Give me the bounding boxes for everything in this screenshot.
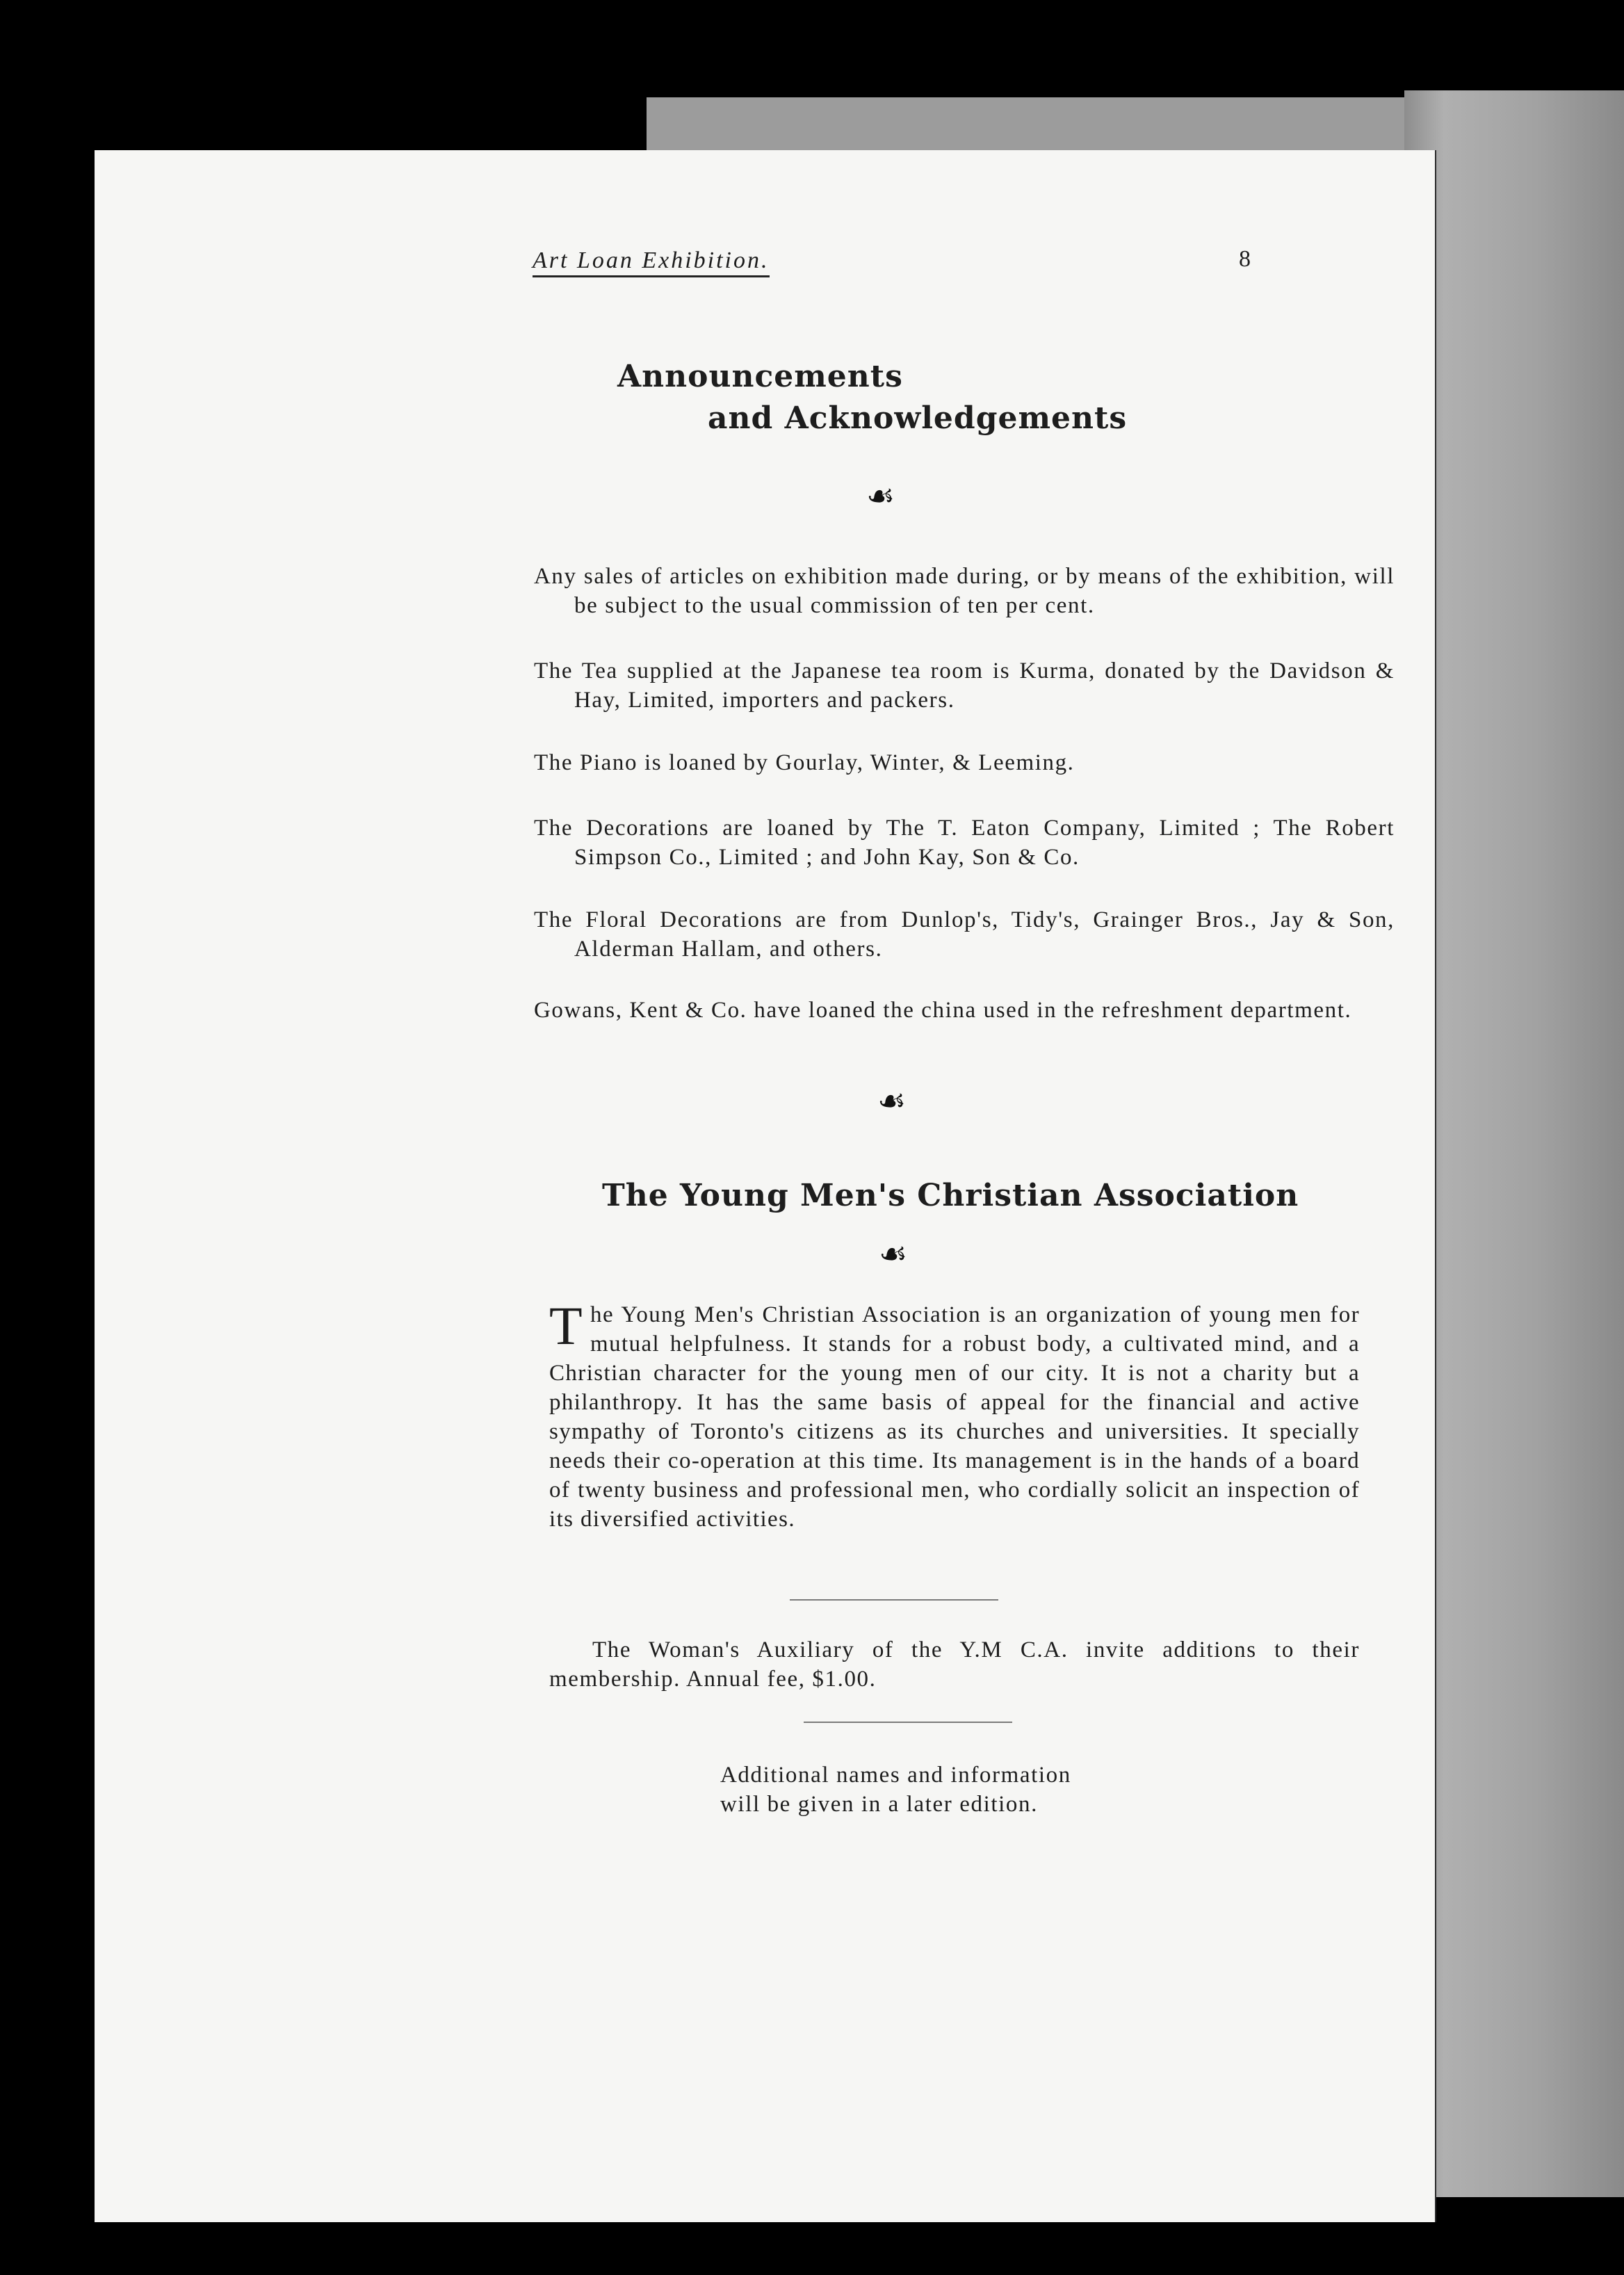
closing-note-line2: will be given in a later edition. xyxy=(720,1792,1038,1817)
fleuron-ornament: ☙ xyxy=(877,1083,907,1119)
adjacent-page-edge xyxy=(1404,90,1624,2197)
announcement-item: The Floral Decorations are from Dunlop's, Tidy's, Grainger Bros., Jay & Son, Alderman Hallam, and others. xyxy=(534,907,1395,962)
announcement-item: Any sales of articles on exhibition made during, or by means of the exhibition, will be subject to the usual commission of ten per cent. xyxy=(534,564,1395,618)
announcement-item: Gowans, Kent & Co. have loaned the china used in the refreshment department. xyxy=(534,998,1352,1023)
announcement-item: The Decorations are loaned by The T. Eaton Company, Limited ; The Robert Simpson Co., Limited ; and John Kay, Son & Co. xyxy=(534,816,1395,870)
heading-announcements-line2: and Acknowledgements xyxy=(708,400,1128,436)
closing-note xyxy=(720,1760,1207,1819)
fleuron-ornament: ☙ xyxy=(879,1236,908,1272)
ymca-paragraph xyxy=(549,1295,1360,1534)
fleuron-ornament: ☙ xyxy=(866,478,895,514)
heading-ymca: The Young Men's Christian Association xyxy=(602,1178,1299,1213)
heading-announcements-line1: Announcements xyxy=(617,359,903,394)
divider-rule xyxy=(790,1599,998,1601)
document-page xyxy=(95,150,1435,2222)
auxiliary-note: The Woman's Auxiliary of the Y.M C.A. invite additions to their membership. Annual fee, $1.00. xyxy=(549,1637,1360,1692)
announcement-item: The Piano is loaned by Gourlay, Winter, & Leeming. xyxy=(534,750,1075,775)
divider-rule xyxy=(804,1722,1012,1723)
closing-note-line1: Additional names and information xyxy=(720,1763,1071,1788)
ymca-paragraph-text: he Young Men's Christian Association is an organization of young men for mutual helpfulness. It stands for a robust body, a cultivated mind, and a Christian character for the young men of our city. It is not a charity but a philanthropy. It has the same basis of appeal for the financial and active sympathy of Toronto's citizens as its churches and universities. It specially needs their co-operation at this time. Its management is in the hands of a board of twenty business and professional men, who cordially solicit an inspection of its diversified activities. xyxy=(549,1302,1360,1532)
page-number: 8 xyxy=(1239,246,1251,272)
drop-cap: T xyxy=(549,1295,584,1356)
announcement-item: The Tea supplied at the Japanese tea room is Kurma, donated by the Davidson & Hay, Limited, importers and packers. xyxy=(534,658,1395,713)
running-head: Art Loan Exhibition. xyxy=(533,248,770,277)
